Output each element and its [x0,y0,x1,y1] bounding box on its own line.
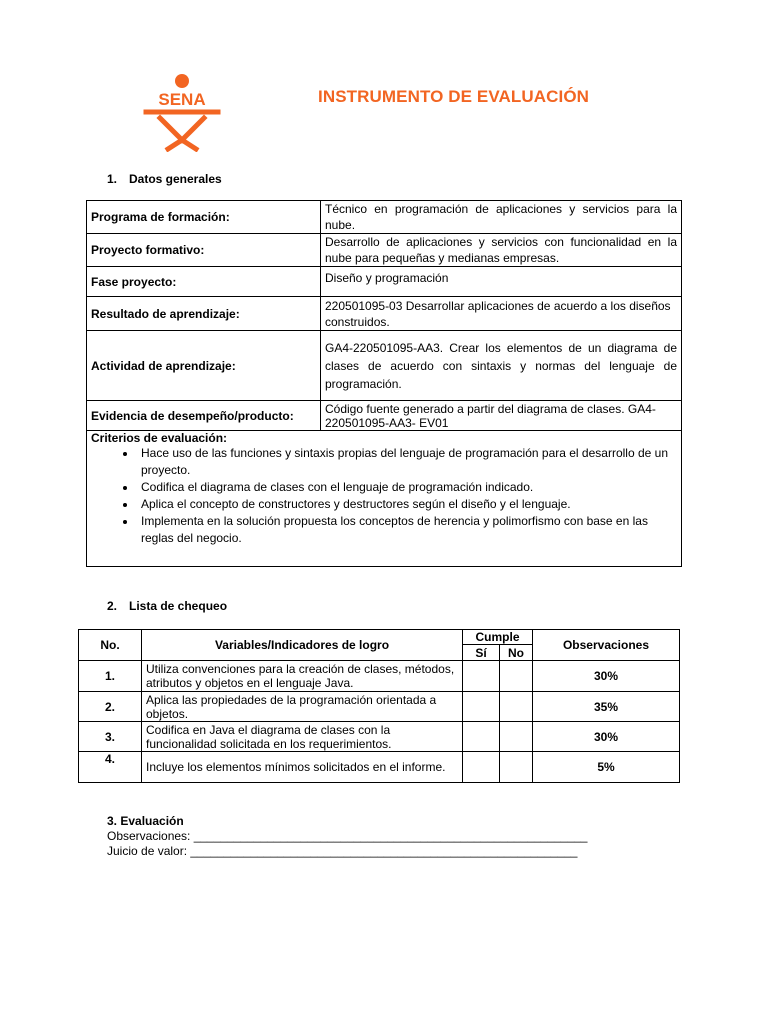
cumple-si-cell[interactable] [463,752,500,783]
col-header-no: No. [79,630,142,661]
section-number: 1. [107,172,118,186]
table-row [79,661,680,692]
programa-label: Programa de formación: [87,201,321,234]
table-row [87,401,682,431]
col-header-observaciones: Observaciones [533,630,680,661]
resultado-label: Resultado de aprendizaje: [87,297,321,331]
proyecto-value: Desarrollo de aplicaciones y servicios con funcionalidad en la nube para pequeñas y medianas empresas. [321,234,682,267]
row-observation: 30% [533,661,680,692]
row-indicator: Aplica las propiedades de la programación orientada a objetos. [142,692,463,722]
row-indicator: Codifica en Java el diagrama de clases con la funcionalidad solicitada en los requerimientos. [142,722,463,752]
section-datos-generales-heading [107,172,222,186]
logo-figure-icon [146,112,218,149]
observaciones-line[interactable]: Observaciones: ___________________________________________________________ [107,829,588,843]
row-number: 1. [79,661,142,692]
col-header-no-cumple: No [500,645,533,661]
evaluacion-title: 3. Evaluación [107,814,184,828]
cumple-no-cell[interactable] [500,752,533,783]
list-item: • Hace uso de las funciones y sintaxis propias del lenguaje de programación para el desarrollo de un proyecto. [137,445,677,479]
col-header-cumple: Cumple [463,630,533,645]
table-row [87,267,682,297]
cumple-no-cell[interactable] [500,722,533,752]
fase-value: Diseño y programación [321,267,682,297]
resultado-value: 220501095-03 Desarrollar aplicaciones de acuerdo a los diseños construidos. [321,297,682,331]
list-item: • Codifica el diagrama de clases con el lenguaje de programación indicado. [137,479,677,496]
row-observation: 35% [533,692,680,722]
table-row [79,692,680,722]
list-item: • Implementa en la solución propuesta los conceptos de herencia y polimorfismo con base en las reglas del negocio. [137,513,677,547]
table-row [79,752,680,783]
proyecto-label: Proyecto formativo: [87,234,321,267]
row-observation: 30% [533,722,680,752]
actividad-label: Actividad de aprendizaje: [87,331,321,401]
table-row [87,431,682,567]
table-row [87,234,682,267]
checklist-table [78,629,680,783]
criterios-list [91,445,677,547]
section-title: Datos generales [129,172,222,186]
row-indicator: Utiliza convenciones para la creación de clases, métodos, atributos y objetos en el lenguaje Java. [142,661,463,692]
table-row [87,201,682,234]
evidencia-label: Evidencia de desempeño/producto: [87,401,321,431]
evaluacion-section [107,814,587,859]
list-item: • Aplica el concepto de constructores y destructores según el diseño y el lenguaje. [137,496,677,513]
criterios-cell [87,431,682,567]
row-indicator: Incluye los elementos mínimos solicitados en el informe. [142,752,463,783]
row-number: 2. [79,692,142,722]
actividad-value: GA4-220501095-AA3. Crear los elementos de un diagrama de clases de acuerdo con sintaxis y normas del lenguaje de programación. [321,331,682,401]
section-title: Lista de chequeo [129,599,228,613]
table-row [79,722,680,752]
evidencia-value: Código fuente generado a partir del diagrama de clases. GA4-220501095-AA3- EV01 [321,401,682,431]
row-observation: 5% [533,752,680,783]
table-header-row [79,630,680,645]
cumple-si-cell[interactable] [463,722,500,752]
cumple-si-cell[interactable] [463,661,500,692]
row-number: 4. [79,752,142,783]
cumple-no-cell[interactable] [500,661,533,692]
table-row [87,297,682,331]
criterios-title: Criterios de evaluación: [91,431,228,445]
cumple-no-cell[interactable] [500,692,533,722]
cumple-si-cell[interactable] [463,692,500,722]
logo-head-icon [175,74,189,88]
logo-text: SENA [158,90,206,109]
document-title: INSTRUMENTO DE EVALUACIÓN [318,87,590,106]
section-number: 2. [107,599,118,613]
juicio-line[interactable]: Juicio de valor: __________________________________________________________ [107,844,578,858]
section-lista-chequeo-heading [107,599,227,613]
col-header-variables: Variables/Indicadores de logro [142,630,463,661]
col-header-si: Sí [463,645,500,661]
sena-logo [142,72,222,152]
programa-value: Técnico en programación de aplicaciones y servicios para la nube. [321,201,682,234]
row-number: 3. [79,722,142,752]
general-data-table [86,200,682,567]
table-row [87,331,682,401]
fase-label: Fase proyecto: [87,267,321,297]
